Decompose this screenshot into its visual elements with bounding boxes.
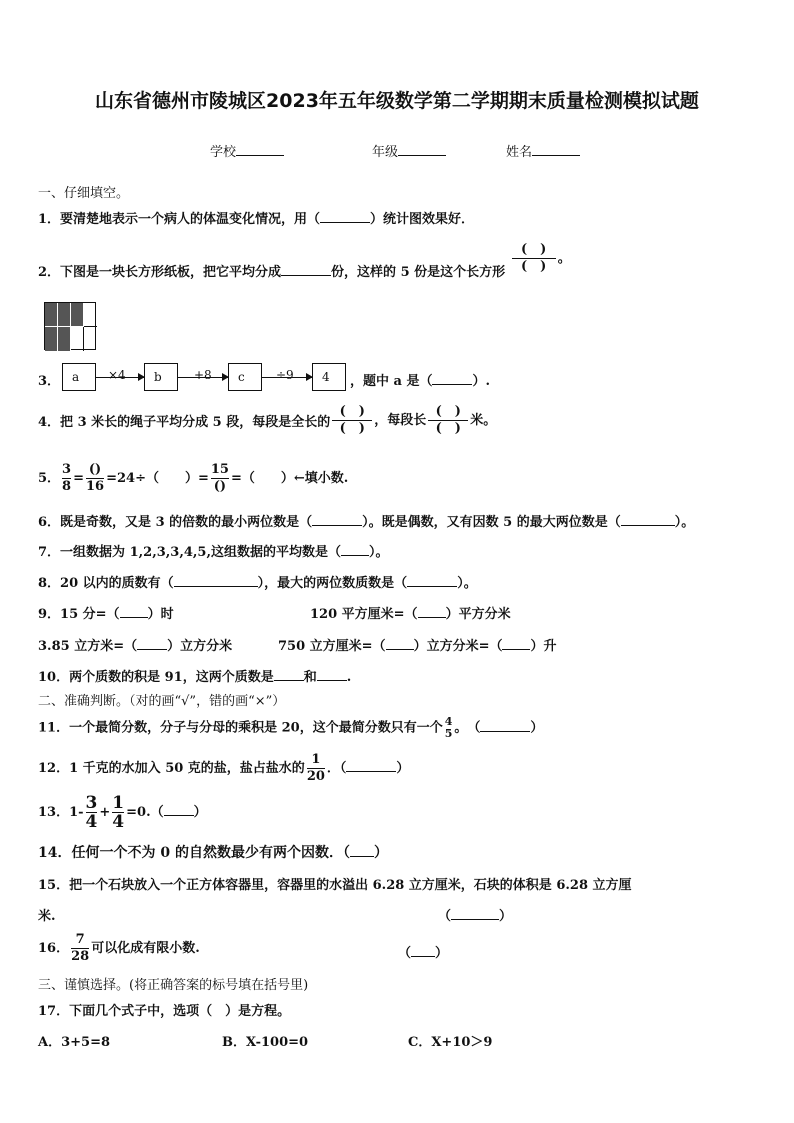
q16-number: 16． (38, 941, 70, 956)
grade-blank[interactable] (398, 143, 446, 156)
section-heading-2: 二、准确判断。（对的画“√”，错的画“×”） (38, 694, 286, 709)
q15-blank[interactable] (451, 907, 499, 920)
question-9-part-2 (310, 603, 511, 622)
q9-text-b: ）时 (147, 607, 174, 622)
q11-text: 11．一个最简分数，分子与分母的乘积是 20，这个最简分数只有一个 (38, 720, 443, 736)
grid-cell (84, 303, 97, 327)
q9-text-f: ）立方分米 (167, 639, 233, 654)
q1-text: 1．要清楚地表示一个病人的体温变化情况，用（ (38, 212, 321, 227)
q8-text-mid: ），最大的两位数质数是（ (257, 576, 408, 591)
q14-text-end: ） (373, 845, 388, 861)
q4-fraction-2[interactable]: $\frac{( )}{( )}$ (428, 404, 468, 437)
q13-text-end: ） (193, 805, 207, 820)
option-b[interactable]: B．X-100=0 (222, 1035, 309, 1050)
question-12 (38, 752, 409, 785)
school-label: 学校 (210, 145, 237, 160)
question-9-part-4 (278, 635, 556, 654)
q9-blank-2[interactable] (418, 605, 446, 618)
grid-cell (71, 327, 84, 351)
q10-text-end: . (346, 670, 352, 685)
q5-equals: = (73, 471, 84, 486)
q16-blank[interactable] (411, 944, 435, 957)
question-15-answer (438, 905, 512, 924)
q10-blank-1[interactable] (274, 668, 304, 681)
q3-box-c: c (228, 363, 262, 391)
q14-blank[interactable] (350, 844, 374, 857)
section-heading-3: 三、谨慎选择。(将正确答案的标号填在括号里) (38, 978, 309, 993)
question-6 (38, 511, 694, 530)
q11-fraction: 4 5 (444, 715, 453, 740)
page-title: 山东省德州市陵城区2023年五年级数学第二学期期末质量检测模拟试题 (95, 90, 699, 112)
q13-fraction-2: $\frac{1}{4}$ (112, 793, 125, 832)
q9-text-h: ）立方分米=（ (413, 639, 503, 654)
school-field (210, 141, 284, 160)
q5-fraction-3[interactable]: $\frac{15}{()}$ (210, 462, 229, 494)
question-9-part-3 (38, 635, 232, 654)
q5-fraction-2[interactable]: $\frac{()}{16}$ (86, 462, 105, 494)
q2-text-mid: 份，这样的 5 份是这个长方形 (331, 265, 506, 280)
q3-op-3: ÷9 (276, 368, 294, 382)
q15-text: 15．把一个石块放入一个正方体容器里，容器里的水溢出 6.28 立方厘米，石块的体积是 6.28 立方厘 (38, 878, 632, 893)
q4-text-end: 米。 (470, 413, 497, 428)
question-15 (38, 874, 632, 893)
q3-text-end: ）. (472, 374, 491, 389)
name-blank[interactable] (532, 143, 580, 156)
name-field (506, 141, 580, 160)
q3-text: ，题中 a 是（ (350, 374, 433, 389)
q3-box-a: a (62, 363, 96, 391)
question-9-part-1 (38, 603, 174, 622)
q15-text-cont: 米. (38, 909, 56, 924)
q9-text-i: ）升 (530, 639, 557, 654)
question-5 (38, 462, 348, 495)
q9-text-e: 3.85 立方米=（ (38, 639, 138, 654)
rectangle-diagram (44, 302, 96, 350)
q13-plus: + (99, 805, 111, 820)
grid-cell (58, 303, 71, 327)
question-8 (38, 572, 477, 591)
question-15-cont (38, 905, 56, 924)
option-c[interactable]: C．X+10＞9 (408, 1035, 493, 1050)
question-14 (38, 842, 388, 862)
q5-text-end: =（ ）←填小数. (230, 471, 349, 486)
q9-text-g: 750 立方厘米=（ (278, 639, 386, 654)
q9-blank-1[interactable] (120, 605, 148, 618)
q12-text-mid: ．（ (326, 761, 347, 776)
q6-blank-1[interactable] (312, 513, 362, 526)
q2-fraction[interactable]: $\frac{( )}{( )}$ (512, 242, 556, 275)
q4-fraction-1[interactable]: $\frac{( )}{( )}$ (332, 404, 372, 437)
grade-field (372, 141, 446, 160)
q9-text-c: 120 平方厘米=（ (310, 607, 418, 622)
q2-blank[interactable] (281, 263, 331, 276)
q8-text: 8．20 以内的质数有（ (38, 576, 174, 591)
question-2 (38, 242, 571, 280)
q9-blank-4[interactable] (386, 637, 414, 650)
q9-blank-5[interactable] (502, 637, 530, 650)
q8-text-end: ）。 (457, 576, 477, 591)
q15-paren-open: （ (438, 909, 452, 924)
q6-text-end: ）。 (674, 515, 695, 530)
q6-blank-2[interactable] (621, 513, 675, 526)
question-3-tail (350, 370, 490, 389)
question-13 (38, 794, 207, 831)
grid-cell (45, 327, 58, 351)
q1-text-end: ）统计图效果好． (370, 212, 475, 227)
q11-blank[interactable] (480, 719, 530, 732)
q12-text-end: ） (396, 761, 410, 776)
grid-cell (84, 327, 97, 351)
q3-op-1: ×4 (108, 368, 126, 382)
q15-paren-close: ） (499, 909, 513, 924)
q7-blank[interactable] (341, 543, 369, 556)
q1-blank[interactable] (320, 210, 370, 223)
question-17: 17．下面几个式子中，选项（ ）是方程。 (38, 1004, 291, 1019)
q9-text-a: 9．15 分=（ (38, 607, 120, 622)
q3-blank[interactable] (432, 372, 472, 385)
q14-text: 14．任何一个不为 0 的自然数最少有两个因数．（ (38, 845, 350, 861)
q2-text: 2．下图是一块长方形纸板，把它平均分成 (38, 265, 282, 280)
grid-cell (58, 327, 71, 351)
school-blank[interactable] (236, 143, 284, 156)
q3-op-2: +8 (194, 368, 212, 382)
q12-text: 12．1 千克的水加入 50 克的盐，盐占盐水的 (38, 761, 305, 776)
option-a[interactable]: A．3+5=8 (38, 1035, 111, 1050)
q9-blank-3[interactable] (137, 637, 167, 650)
q16-paren-close: ） (435, 946, 449, 961)
section-heading-1: 一、仔细填空。 (38, 186, 130, 201)
q9-text-d: ）平方分米 (445, 607, 511, 622)
q4-text: 4．把 3 米长的绳子平均分成 5 段，每段是全长的 (38, 415, 331, 430)
q7-text: 7．一组数据为 1,2,3,3,4,5,这组数据的平均数是（ (38, 545, 341, 560)
q16-fraction: $\frac{7}{28}$ (71, 932, 90, 964)
q16-text: 可以化成有限小数. (91, 941, 200, 956)
name-label: 姓名 (506, 145, 533, 160)
q5-number: 5． (38, 471, 61, 486)
q7-text-end: ）。 (369, 545, 389, 560)
question-4 (38, 404, 496, 437)
q8-blank-2[interactable] (407, 574, 457, 587)
q3-number: 3． (38, 374, 61, 389)
question-11 (38, 716, 543, 740)
q5-fraction-1: $\frac{3}{8}$ (62, 462, 72, 494)
q10-blank-2[interactable] (317, 668, 347, 681)
question-10 (38, 666, 351, 685)
q4-text-mid: ，每段长 (374, 413, 427, 428)
q13-text: 13．1- (38, 805, 84, 820)
q11-text-mid: 。 （ (454, 720, 481, 736)
question-16-answer (398, 942, 448, 961)
q13-blank[interactable] (164, 803, 194, 816)
question-16 (38, 932, 200, 965)
grade-label: 年级 (372, 145, 399, 160)
question-7 (38, 541, 389, 560)
q12-blank[interactable] (346, 759, 396, 772)
q6-text-mid: ）。既是偶数，又有因数 5 的最大两位数是（ (362, 515, 621, 530)
q12-fraction: $\frac{1}{20}$ (306, 752, 325, 784)
grid-cell (71, 303, 84, 327)
q13-text-mid: =0.（ (126, 805, 164, 820)
q16-paren-open: （ (398, 946, 412, 961)
q11-text-end: ） (530, 720, 544, 736)
q5-text-mid: =24÷（ ）= (106, 471, 209, 486)
q3-box-b: b (144, 363, 178, 391)
q6-text: 6．既是奇数，又是 3 的倍数的最小两位数是（ (38, 515, 313, 530)
grid-cell (45, 303, 58, 327)
q13-fraction-1: $\frac{3}{4}$ (85, 793, 98, 832)
q10-text-mid: 和 (303, 670, 317, 685)
question-1 (38, 208, 474, 227)
q2-text-end: 。 (557, 251, 571, 266)
q8-blank-1[interactable] (174, 574, 258, 587)
q3-box-result: 4 (312, 363, 346, 391)
q10-text: 10．两个质数的积是 91，这两个质数是 (38, 670, 274, 685)
